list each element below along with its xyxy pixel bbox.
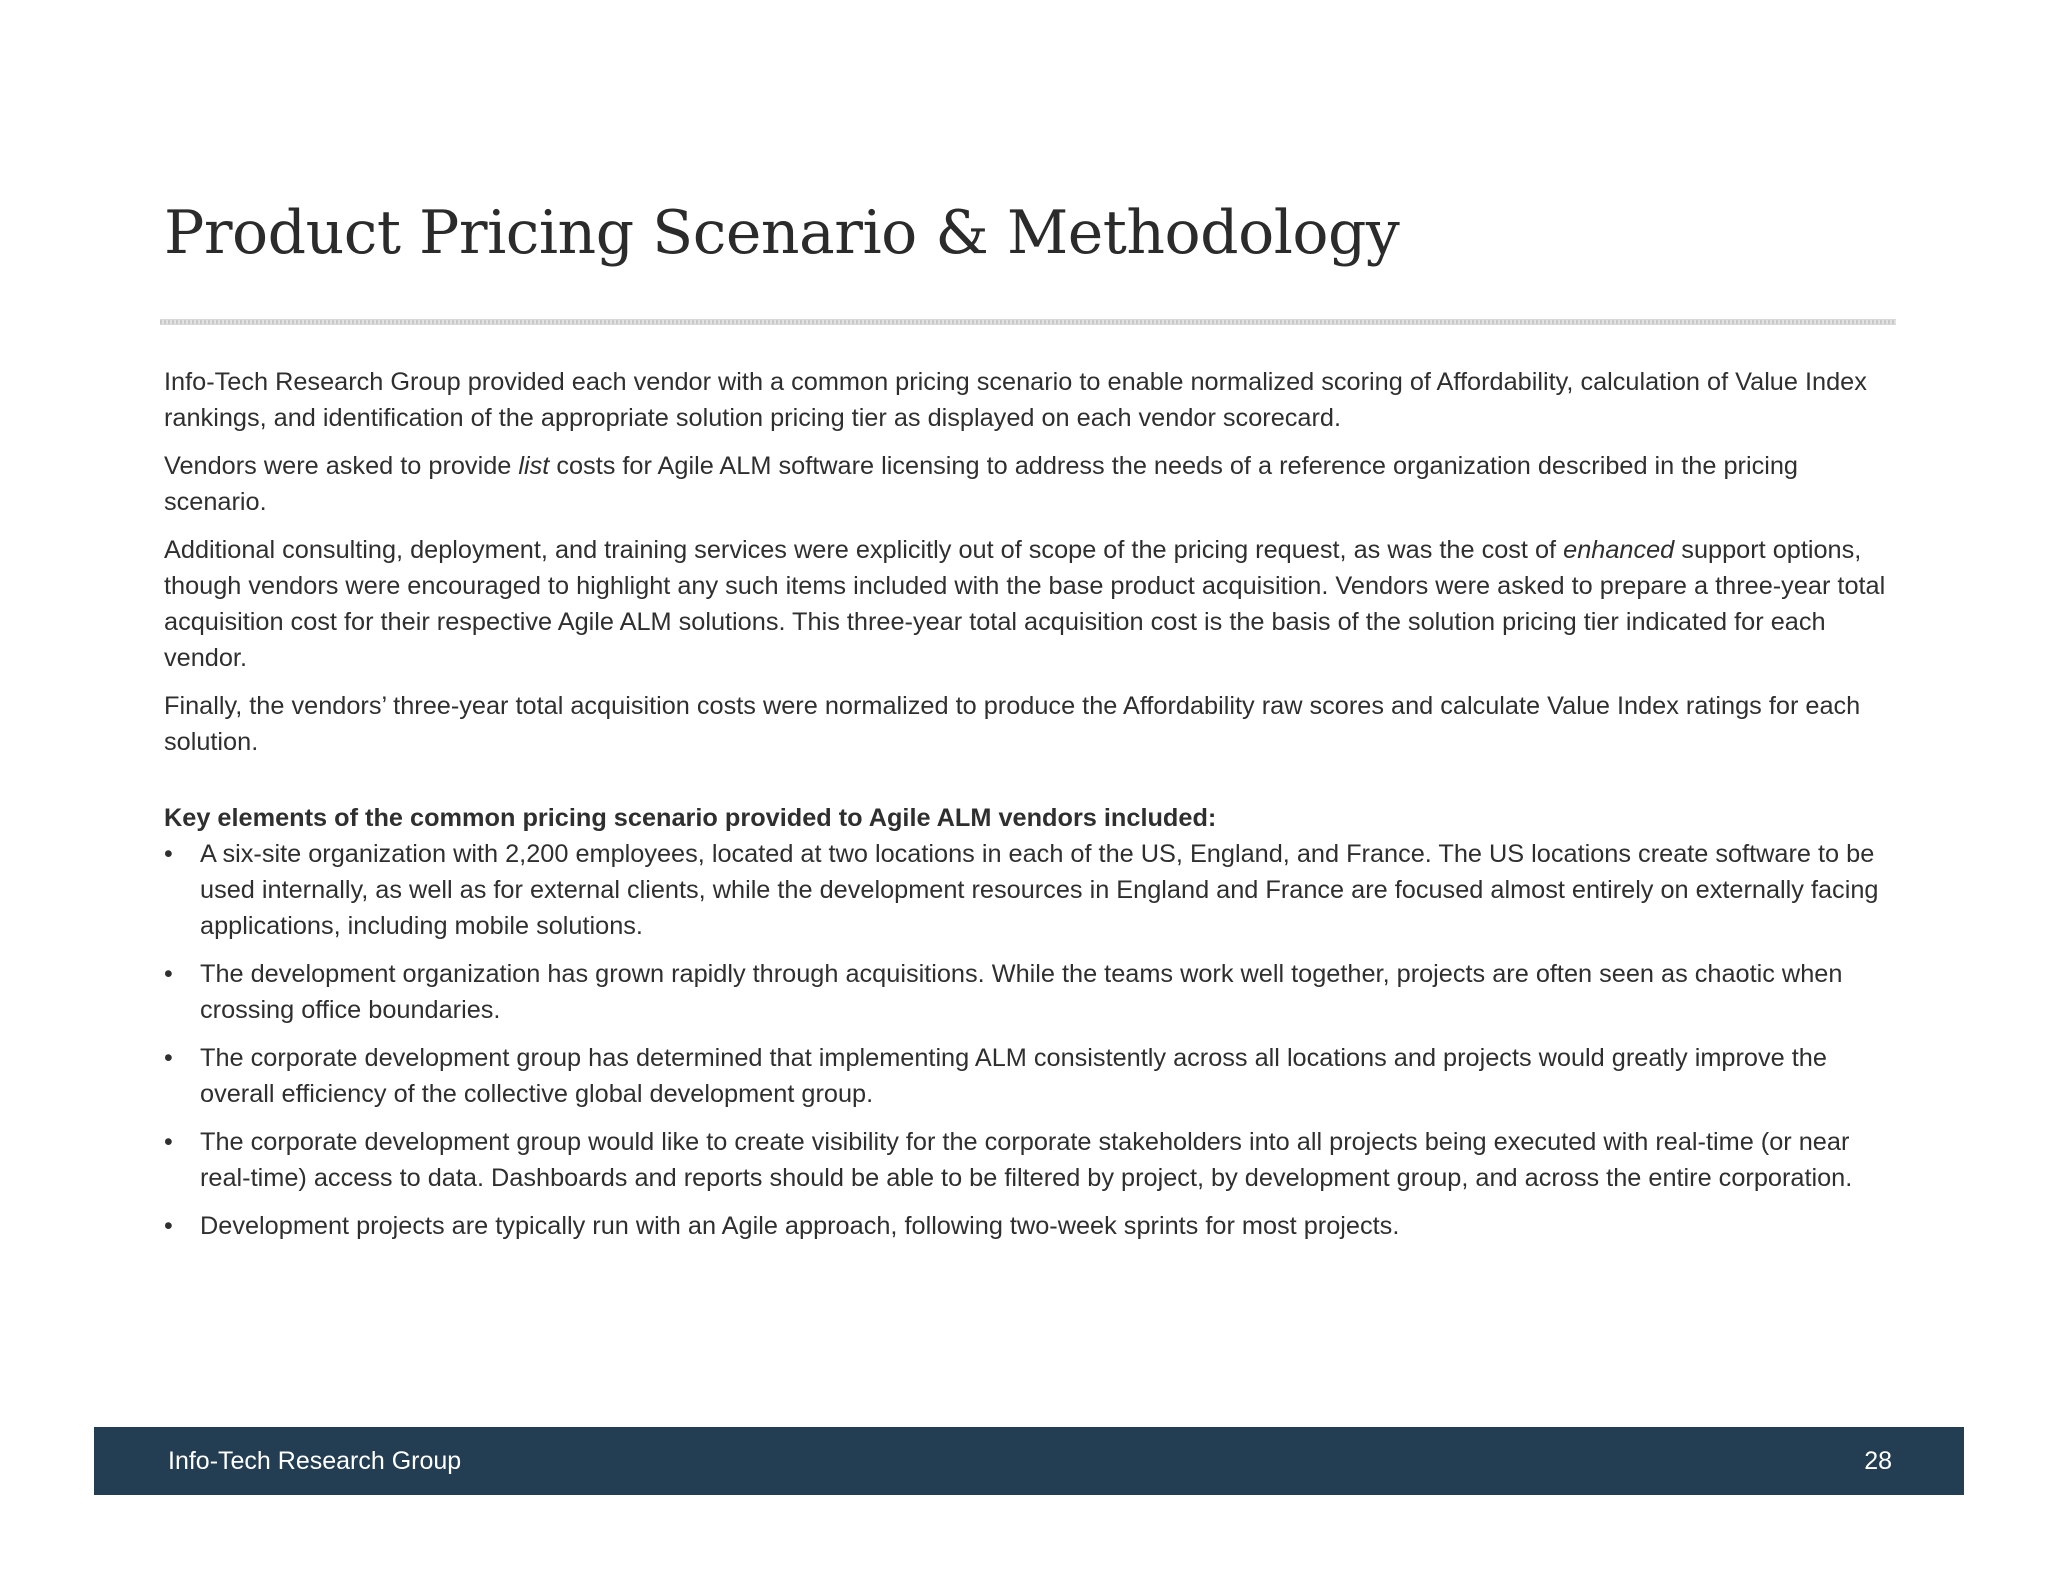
list-item [164, 1040, 1894, 1112]
key-elements-heading: Key elements of the common pricing scenario provided to Agile ALM vendors included: [164, 804, 1217, 832]
bullet-icon: • [164, 840, 173, 868]
footer-organization: Info-Tech Research Group [168, 1447, 462, 1475]
scenario-bullet-list [164, 836, 1894, 1244]
emphasis-enhanced: enhanced [1563, 536, 1675, 564]
list-costs-paragraph [164, 448, 1894, 520]
bullet-icon: • [164, 960, 173, 988]
paragraph-text: costs for Agile ALM software licensing to address the needs of a reference organization described in the pricing scenario. [164, 452, 1798, 516]
normalization-paragraph: Finally, the vendors’ three-year total acquisition costs were normalized to produce the Affordability raw scores and calculate Value Index ratings for each solution. [164, 692, 1861, 756]
page-number: 28 [1864, 1447, 1892, 1475]
bullet-icon: • [164, 1128, 173, 1156]
paragraph-text: support options, though vendors were encouraged to highlight any such items included with the base product acquisition. Vendors were asked to prepare a three-year total acquisition cost for their respective Agile ALM solutions. This three-year total acquisition cost is the basis of the solution pricing tier indicated for each vendor. [164, 536, 1886, 672]
bullet-text: The corporate development group would like to create visibility for the corporate stakeholders into all projects being executed with real-time (or near real-time) access to data. Dashboards and reports should be able to be filtered by project, by development group, and across the entire corporation. [200, 1128, 1853, 1192]
list-item [164, 1124, 1894, 1196]
list-item [164, 956, 1894, 1028]
bullet-text: A six-site organization with 2,200 employees, located at two locations in each of the US, England, and France. The US locations create software to be used internally, as well as for external clients, while the development resources in England and France are focused almost entirely on externally facing applications, including mobile solutions. [200, 840, 1879, 940]
paragraph-text: Additional consulting, deployment, and training services were explicitly out of scope of the pricing request, as was the cost of [164, 536, 1564, 564]
scope-paragraph [164, 532, 1894, 676]
paragraph-text: Vendors were asked to provide [164, 452, 519, 480]
title-divider [160, 319, 1896, 325]
bullet-text: The development organization has grown rapidly through acquisitions. While the teams work well together, projects are often seen as chaotic when crossing office boundaries. [200, 960, 1843, 1024]
list-item [164, 1208, 1894, 1244]
page-title: Product Pricing Scenario & Methodology [164, 198, 1400, 268]
bullet-text: Development projects are typically run with an Agile approach, following two-week sprints for most projects. [200, 1212, 1400, 1240]
bullet-icon: • [164, 1044, 173, 1072]
list-item [164, 836, 1894, 944]
footer-bar [94, 1427, 1964, 1495]
bullet-icon: • [164, 1212, 173, 1240]
emphasis-list: list [518, 452, 550, 480]
bullet-text: The corporate development group has determined that implementing ALM consistently across all locations and projects would greatly improve the overall efficiency of the collective global development group. [200, 1044, 1827, 1108]
intro-paragraph: Info-Tech Research Group provided each vendor with a common pricing scenario to enable normalized scoring of Affordability, calculation of Value Index rankings, and identification of the appropriate solution pricing tier as displayed on each vendor scorecard. [164, 368, 1867, 432]
body-content [164, 364, 1894, 1256]
